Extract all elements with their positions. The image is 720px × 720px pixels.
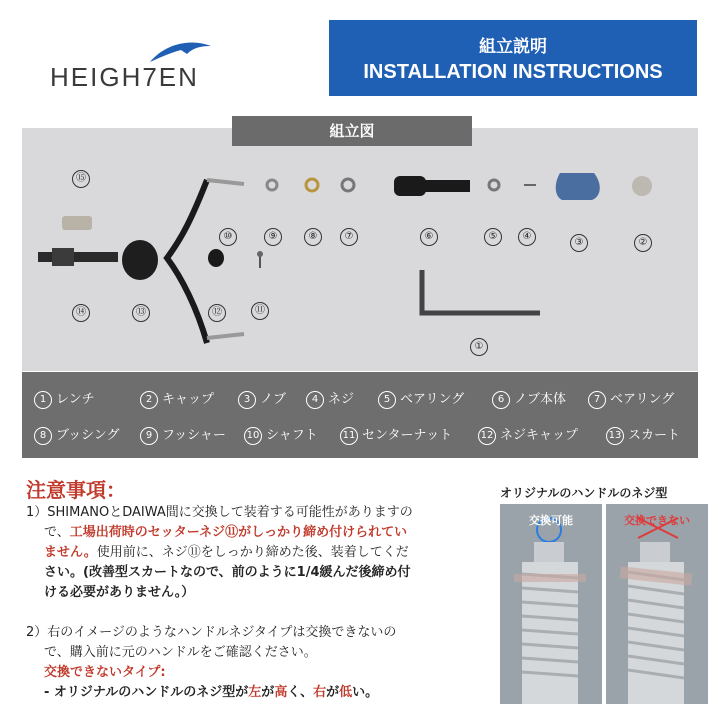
thread-ok-image xyxy=(500,504,602,704)
label-2: ② xyxy=(634,234,652,252)
legend-item: 4 ネジ xyxy=(306,388,354,409)
label-7: ⑦ xyxy=(340,228,358,246)
parts-illustration xyxy=(22,128,698,371)
label-10: ⑩ xyxy=(219,228,237,246)
part-15-spacer xyxy=(62,216,92,230)
label-11: ⑪ xyxy=(251,302,269,320)
legend-item: 6 ノブ本体 xyxy=(492,388,566,409)
label-12: ⑫ xyxy=(208,304,226,322)
legend-item: 10 シャフト xyxy=(244,424,318,445)
legend-item: 12 ネジキャップ xyxy=(478,424,578,445)
caution-heading: 注意事項： xyxy=(26,478,126,502)
label-8: ⑧ xyxy=(304,228,322,246)
part-3-knob xyxy=(556,173,600,200)
label-14: ⑭ xyxy=(72,304,90,322)
part-2-cap xyxy=(632,176,652,196)
label-13: ⑬ xyxy=(132,304,150,322)
legend-item: 7 ベアリング xyxy=(588,388,674,409)
part-1-wrench xyxy=(422,270,540,313)
title-banner xyxy=(329,20,697,96)
legend-item: 11 センターナット xyxy=(340,424,452,445)
label-9: ⑨ xyxy=(264,228,282,246)
note-1: 1）SHIMANOとDAIWA間に交換して装着する可能性がありますの で、工場出荷時のセッターネジ⑪がしっかり締め付けられてい ません。使用前に、ネジ⑪をしっかり締めた後、装着してくだ さい。(改善型スカートなので、前のように1/4緩んだ後締め付 ける必要がありません。） xyxy=(26,505,413,600)
label-5: ⑤ xyxy=(484,228,502,246)
legend-item: 5 ベアリング xyxy=(378,388,464,409)
part-14-shaft xyxy=(38,252,118,262)
legend-item: 2 キャップ xyxy=(140,388,214,409)
diagram-title: 組立図 xyxy=(232,116,472,146)
title-jp: 組立説明 xyxy=(479,37,547,57)
part-6-knob-body xyxy=(394,176,426,196)
brand-logo xyxy=(50,38,250,98)
logo-text: HEIGH7EN xyxy=(50,62,199,92)
label-3: ③ xyxy=(570,234,588,252)
legend-item: 1 レンチ xyxy=(34,388,95,409)
thread-compare-title: オリジナルのハンドルのネジ型 xyxy=(500,486,668,500)
legend-item: 8 ブッシング xyxy=(34,424,120,445)
part-13-skirt xyxy=(122,240,158,280)
ng-label: 交換できない xyxy=(624,514,690,527)
legend-item: 9 フッシャー xyxy=(140,424,226,445)
note-2: 2）右のイメージのようなハンドルネジタイプは交換できないの で、購入前に元のハンドルをご確認ください。 交換できないタイプ: - オリジナルのハンドルのネジ型が左が高く、右が低い。 xyxy=(26,625,397,700)
parts-legend xyxy=(22,372,698,458)
assembly-diagram xyxy=(22,128,698,371)
screw-thread-icon xyxy=(606,504,708,704)
screw-thread-icon xyxy=(500,504,602,704)
label-15: ⑮ xyxy=(72,170,90,188)
legend-item: 3 ノブ xyxy=(238,388,286,409)
legend-item: 13 スカート xyxy=(606,424,680,445)
ok-label: 交換可能 xyxy=(529,514,573,527)
part-10-handle xyxy=(167,180,207,343)
label-6: ⑥ xyxy=(420,228,438,246)
label-4: ④ xyxy=(518,228,536,246)
label-1: ① xyxy=(470,338,488,356)
part-12-nutcap xyxy=(208,249,224,267)
thread-ng-image xyxy=(606,504,708,704)
title-en: INSTALLATION INSTRUCTIONS xyxy=(363,61,663,83)
